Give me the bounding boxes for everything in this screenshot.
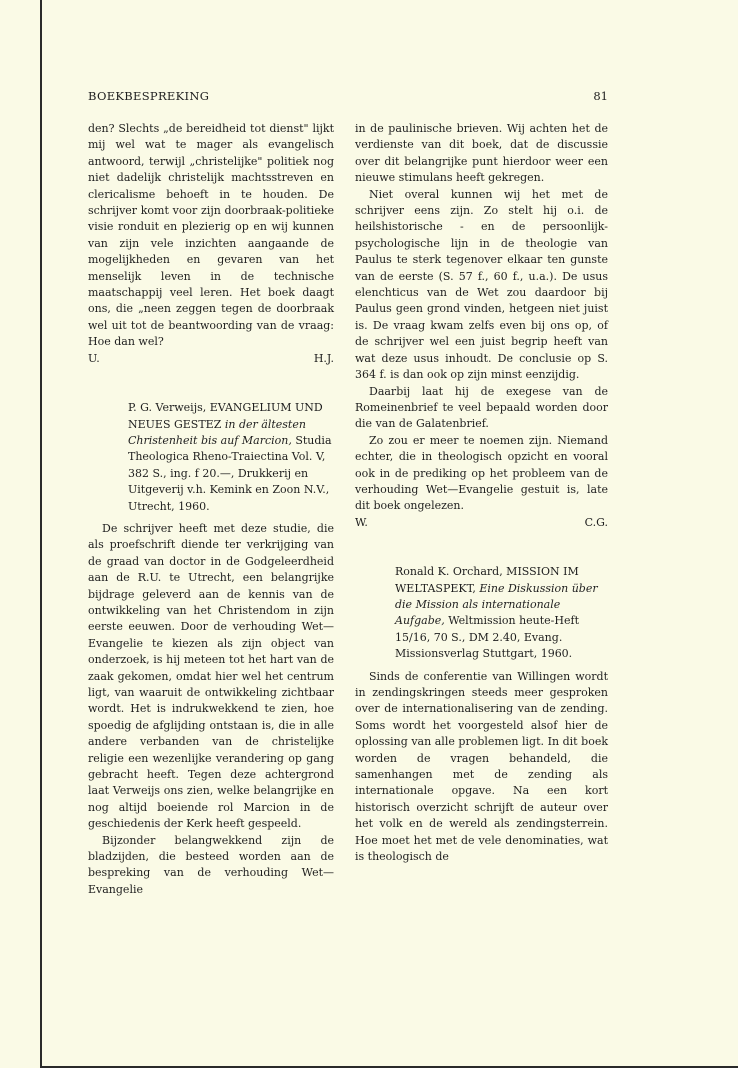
page-header <box>88 89 608 105</box>
bibliographic-entry <box>128 400 334 515</box>
page-number: 81 <box>593 89 608 103</box>
biblio-subtitle: in der ältesten Christenheit bis auf Marcion, <box>128 417 306 447</box>
signature-author: C.G. <box>584 515 608 529</box>
review-paragraph: Sinds de conferentie van Willingen wordt in zendingskringen steeds meer gesproken over de internationalisering van de zending. Soms wordt het voorgesteld alsof hier de oplossing van alle problemen ligt. In dit boek worden de vragen behandeld, die samenhangen met de zending als internationale opgave. Na een kort historisch overzicht schrijft de auteur over het volk en de wereld als zendingsterrein. Hoe moet het met de vele denominaties, wat is theologisch de <box>355 669 608 864</box>
biblio-details: Weltmission heute-Heft 15/16, 70 S., DM 2.40, Evang. Missionsverlag Stuttgart, 1960. <box>395 614 579 661</box>
biblio-details: Studia Theologica Rheno-Traiectina Vol. V, 382 S., ing. f 20.—, Drukkerij en Uitgeverij v.h. Kemink en Zoon N.V., Utrecht, 1960. <box>128 433 332 513</box>
biblio-author-title: Ronald K. Orchard, MISSION IM WELTASPEKT, <box>395 565 579 595</box>
review-end-paragraph: den? Slechts „de bereidheid tot dienst" lijkt mij wel wat te mager als evangelisch antwoord, terwijl „christelijke" politiek nog niet dadelijk christelijk machtsstreven en clericalisme behoeft in te houden. De schrijver komt voor zijn doorbraak-politieke visie ronduit en plezierig op en wij kunnen van zijn vele inzichten aangaande de mogelijkheden en gevaren van het menselijk leven in de technische maatschappij veel leren. Het boek daagt ons, die „neen zeggen tegen de doorbraak wel uit tot de beantwoording van de vraag: Hoe dan wel? <box>88 122 334 349</box>
signature-line <box>355 515 608 531</box>
right-column <box>355 121 608 865</box>
biblio-subtitle: Eine Diskussion über die Mission als internationale Aufgabe, <box>395 581 598 628</box>
signature-initial: W. <box>355 515 368 529</box>
review-paragraph: Zo zou er meer te noemen zijn. Niemand echter, die in theologisch opzicht en vooral ook in de prediking op het probleem van de verhouding Wet—Evangelie gestuit is, late dit boek ongelezen. <box>355 433 608 513</box>
left-column <box>88 121 334 898</box>
biblio-author-title: P. G. Verweijs, EVANGELIUM UND NEUES GESTEZ <box>128 401 323 431</box>
review-paragraph: De schrijver heeft met deze studie, die als proefschrift diende ter verkrijging van de graad van doctor in de Godgeleerdheid aan de R.U. te Utrecht, een belangrijke bijdrage geleverd aan de kennis van de ontwikkeling van het Christendom in zijn eerste eeuwen. Door de verhouding Wet—Evangelie te kiezen als zijn object van onderzoek, is hij meteen tot het hart van de zaak gekomen, omdat hier wel het centrum ligt, van waaruit de ontwikkeling zichtbaar wordt. Het is indrukwekkend te zien, hoe spoedig de afglijding ontstaan is, die in alle andere verbanden van de christelijke religie een wezenlijke verandering op gang gebracht heeft. Tegen deze achtergrond laat Verweijs ons zien, welke belangrijke en nog altijd boeiende rol Marcion in de geschiedenis der Kerk heeft gespeeld. <box>88 521 334 831</box>
review-paragraph: in de paulinische brieven. Wij achten het de verdienste van dit boek, dat de discussie over dit belangrijke punt hierdoor weer een nieuwe stimulans heeft gekregen. <box>355 122 608 185</box>
signature-initial: U. <box>88 351 100 365</box>
review-paragraph: Bijzonder belangwekkend zijn de bladzijden, die besteed worden aan de bespreking van de verhouding Wet—Evangelie <box>88 833 334 896</box>
signature-line <box>88 351 334 367</box>
signature-author: H.J. <box>313 351 334 365</box>
review-paragraph: Daarbij laat hij de exegese van de Romeinenbrief te veel bepaald worden door die van de Galatenbrief. <box>355 384 608 431</box>
scan-edge-left <box>40 0 42 1068</box>
review-paragraph: Niet overal kunnen wij het met de schrijver eens zijn. Zo stelt hij o.i. de heilshistorische - en de persoonlijk-psychologische lijn in de theologie van Paulus te sterk tegenover elkaar ten gunste van de eerste (S. 57 f., 60 f., u.a.). De usus elenchticus van de Wet zou daardoor bij Paulus geen grond vinden, hetgeen niet juist is. De vraag kwam zelfs even bij ons op, of de schrijver wel een juist begrip heeft van wat deze usus inhoudt. De conclusie op S. 364 f. is dan ook op zijn minst eenzijdig. <box>355 187 608 382</box>
running-title: BOEKBESPREKING <box>88 89 210 103</box>
bibliographic-entry <box>395 564 608 662</box>
